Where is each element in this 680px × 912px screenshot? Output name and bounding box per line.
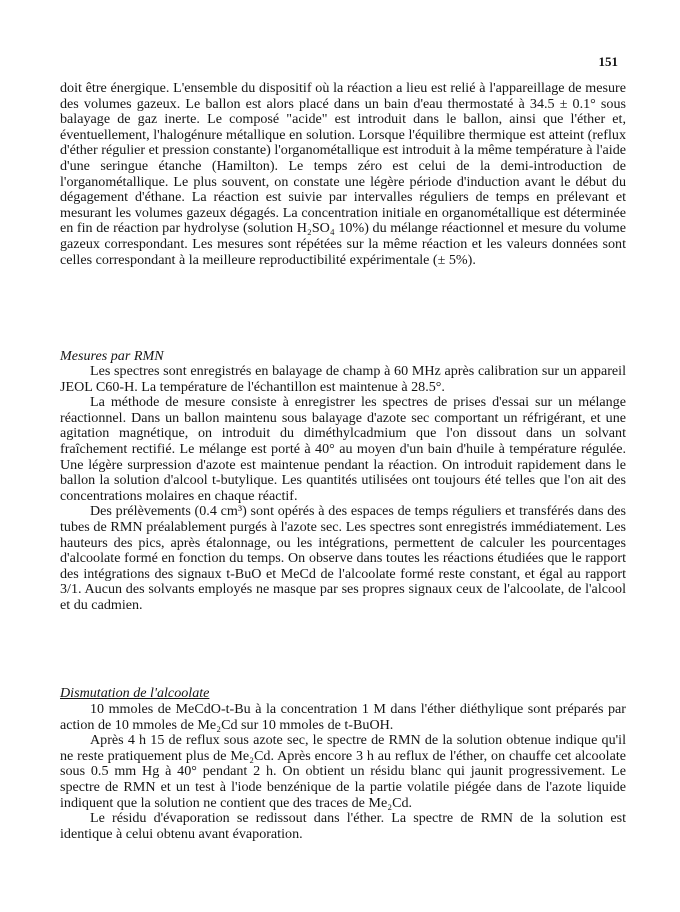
dismutation-paragraph-2: Après 4 h 15 de reflux sous azote sec, le spectre de RMN de la solution obtenue indique qu'il ne reste pratiquement plus de Me₂Cd. Après encore 3 h au reflux de l'éther, on chauffe cet alcoolate sous 0.5 mm Hg à 40° pendant 2 h. On obtient un résidu blanc qui jaunit progressivement. Le spectre de RMN et un test à l'iode benzénique de la partie volatile piégée dans de l'azote liquide indiquent que la solution ne contient que des traces de Me₂Cd.: [60, 732, 626, 811]
section-heading-rmn: Mesures par RMN: [60, 348, 164, 364]
rmn-paragraph-2: La méthode de mesure consiste à enregistrer les spectres de prises d'essai sur un mélange réactionnel. Dans un ballon maintenu sous balayage d'azote sec comportant un réfrigérant, et une agitation magnétique, on introduit du diméthylcadmium que l'on dissout dans un solvant fraîchement rectifié. Le mélange est porté à 40° au moyen d'un bain d'huile à température régulée. Une légère surpression d'azote est maintenue pendant la réaction. On introduit rapidement dans le ballon la solution d'alcool t-butylique. Les quantités utilisées ont toujours été telles que l'on ait des concentrations molaires en chaque réactif.: [60, 394, 626, 504]
rmn-paragraph-1: Les spectres sont enregistrés en balayage de champ à 60 MHz après calibration sur un appareil JEOL C60-H. La température de l'échantillon est maintenue à 28.5°.: [60, 363, 626, 395]
rmn-paragraph-3: Des prélèvements (0.4 cm³) sont opérés à des espaces de temps réguliers et transférés dans des tubes de RMN préalablement purgés à l'azote sec. Les spectres sont enregistrés immédiatement. Les hauteurs des pics, après étalonnage, ou les intégrations, permettent de calculer les pourcentages d'alcoolate formé en fonction du temps. On observe dans toutes les réactions étudiées que le rapport des intégrations des signaux t-BuO et MeCd de l'alcoolate formé reste constant, et égal au rapport 3/1. Aucun des solvants employés ne masque par ses propres signaux ceux de l'alcoolate, de l'alcool et du cadmien.: [60, 503, 626, 613]
intro-paragraph-block: [60, 81, 626, 268]
rmn-text-block: [60, 364, 626, 614]
page-number: 151: [598, 54, 618, 69]
dismutation-text-block: [60, 702, 626, 842]
dismutation-paragraph-1: 10 mmoles de MeCdO-t-Bu à la concentration 1 M dans l'éther diéthylique sont préparés par action de 10 mmoles de Me₂Cd sur 10 mmoles de t-BuOH.: [60, 701, 626, 733]
intro-paragraph: doit être énergique. L'ensemble du dispositif où la réaction a lieu est relié à l'appareillage de mesure des volumes gazeux. Le ballon est alors placé dans un bain d'eau thermostaté à 34.5 ± 0.1° sous balayage de gaz inerte. Le composé "acide" est introduit dans le ballon, ainsi que l'éther et, éventuellement, l'halogénure métallique en solution. Lorsque l'équilibre thermique est atteint (reflux d'éther régulier et pression constante) l'organométallique est introduit à la même température à l'aide d'une seringue étanche (Hamilton). Le temps zéro est celui de la demi-introduction de l'organométallique. Le plus souvent, on constate une légère période d'induction avant le début du dégagement d'éthane. La réaction est suivie par intervalles réguliers de temps en prélevant et mesurant les volumes gazeux dégagés. La concentration initiale en organométallique est déterminée en fin de réaction par hydrolyse (solution H₂SO₄ 10%) du mélange réactionnel et mesure du volume gazeux correspondant. Les mesures sont répétées sur la même réaction et les valeurs données sont celles correspondant à la meilleure reproductibilité expérimentale (± 5%).: [60, 80, 626, 268]
section-heading-dismutation: Dismutation de l'alcoolate: [60, 685, 210, 701]
dismutation-paragraph-3: Le résidu d'évaporation se redissout dans l'éther. La spectre de RMN de la solution est identique à celui obtenu avant évaporation.: [60, 810, 626, 842]
